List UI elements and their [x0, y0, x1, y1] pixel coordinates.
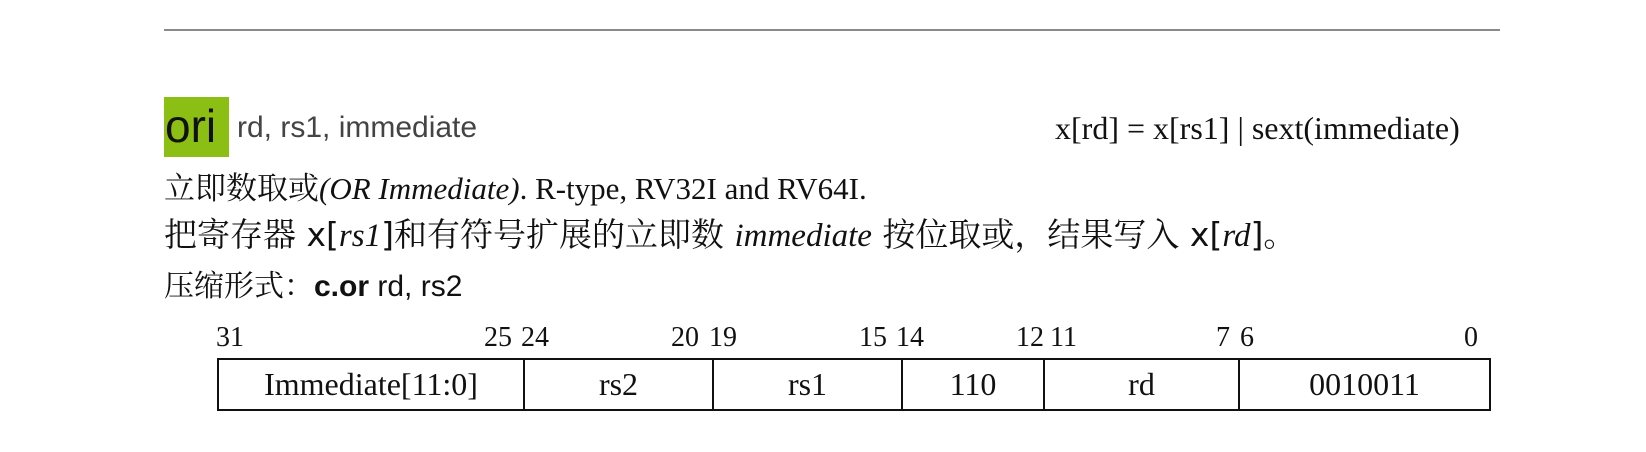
field-funct3: 110	[903, 360, 1045, 409]
compressed-form	[164, 261, 462, 305]
instruction-operands: rd, rs1, immediate	[237, 111, 478, 144]
bit-label-31: 31	[216, 322, 244, 353]
header-rule	[164, 29, 1500, 31]
description-cn: 立即数取或	[164, 171, 319, 207]
description-en: (OR Immediate)	[319, 171, 520, 206]
description-line-2	[164, 209, 1296, 256]
desc2-rs1: rs1	[338, 218, 382, 254]
bit-label-19: 19	[709, 322, 737, 353]
desc2-seg3: 按位取或，结果写入 x[	[871, 215, 1223, 254]
description-line-1	[164, 163, 867, 208]
field-rd: rd	[1045, 360, 1240, 409]
bit-label-24: 24	[521, 322, 549, 353]
compressed-operands: rd, rs2	[369, 270, 463, 303]
desc2-seg2: ]和有符号扩展的立即数	[381, 215, 735, 254]
bit-label-12: 12	[1016, 322, 1044, 353]
encoding-table	[217, 358, 1491, 411]
bit-label-14: 14	[896, 322, 924, 353]
instruction-mnemonic: ori	[164, 97, 229, 157]
field-rs1: rs1	[714, 360, 903, 409]
bit-label-0: 0	[1464, 322, 1478, 353]
desc2-seg4: ]。	[1250, 215, 1297, 254]
bit-label-15: 15	[859, 322, 887, 353]
desc2-seg1: 把寄存器 x[	[164, 215, 339, 254]
field-rs2: rs2	[525, 360, 714, 409]
bit-label-25: 25	[484, 322, 512, 353]
bit-label-11: 11	[1050, 322, 1077, 353]
desc2-rd: rd	[1222, 218, 1251, 254]
bit-label-7: 7	[1216, 322, 1230, 353]
instruction-formula: x[rd] = x[rs1] | sext(immediate)	[1055, 110, 1460, 146]
desc2-immediate: immediate	[734, 218, 872, 254]
bit-label-20: 20	[671, 322, 699, 353]
compressed-label: 压缩形式：	[164, 269, 314, 304]
compressed-mnemonic: c.or	[314, 270, 370, 303]
bit-label-6: 6	[1240, 322, 1254, 353]
description-rest: . R-type, RV32I and RV64I.	[519, 171, 867, 206]
field-opcode: 0010011	[1309, 366, 1420, 402]
field-immediate: Immediate[11:0]	[219, 360, 525, 409]
